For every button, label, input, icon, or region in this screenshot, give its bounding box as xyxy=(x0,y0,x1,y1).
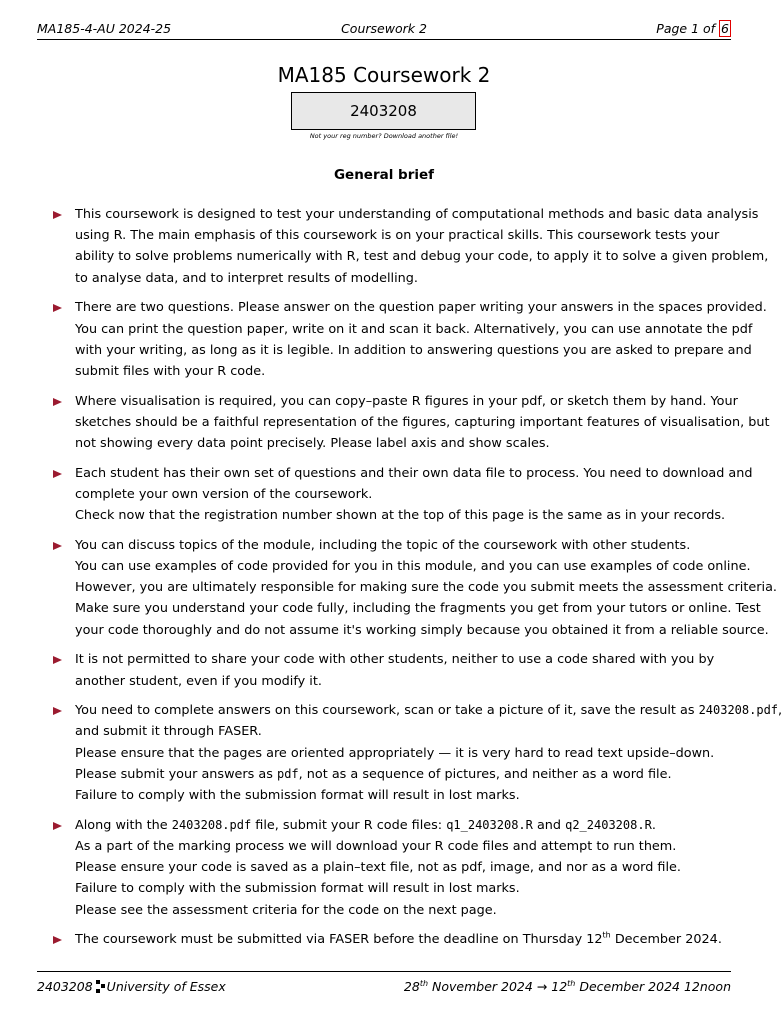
footer-reg-number: 2403208 xyxy=(37,979,93,994)
q1-filename: q1_2403208.R xyxy=(446,817,533,832)
bullet-arrow-icon xyxy=(53,304,62,312)
bullet-arrow-icon xyxy=(53,822,62,830)
reg-number: 2403208 xyxy=(350,102,417,120)
list-item: Along with the 2403208.pdf file, submit your R code files: q1_2403208.R and q2_2403208.R. As a part of the marking process we will download your R code files and attempt to run them. Please ensure your code is saved as a plain–text file, not as pdf, image, and nor as a word file. Failure to comply with the submission format will result in lost marks. Please see the assessment criteria for the code on the next page. xyxy=(53,815,733,921)
page-title: MA185 Coursework 2 xyxy=(277,63,491,87)
q2-filename: q2_2403208.R xyxy=(565,817,652,832)
deadline-range: 28th November 2024 → 12th December 2024 12noon xyxy=(403,978,731,994)
pdf-filename: 2403208.pdf xyxy=(698,703,779,718)
reg-number-box xyxy=(291,92,476,130)
university-name: University of Essex xyxy=(106,979,226,994)
bullet-arrow-icon xyxy=(53,707,62,715)
footer-left xyxy=(37,979,226,994)
brief-list xyxy=(53,204,782,959)
bullet-arrow-icon xyxy=(53,542,62,550)
bullet-arrow-icon xyxy=(53,211,62,219)
page-footer xyxy=(37,971,731,1002)
list-item: The coursework must be submitted via FASER before the deadline on Thursday 12th December 2024. xyxy=(53,929,733,950)
bullet-arrow-icon xyxy=(53,936,62,944)
page-header xyxy=(37,19,731,40)
section-title: General brief xyxy=(333,167,435,183)
list-item: This coursework is designed to test your understanding of computational methods and basic data analysis using R. The main emphasis of this coursework is on your practical skills. This coursework tests your ability to solve problems numerically with R, test and debug your code, to apply it to solve a given problem, to analyse data, and to interpret results of modelling. xyxy=(53,204,733,289)
page-indicator xyxy=(656,21,731,36)
list-item: You need to complete answers on this coursework, scan or take a picture of it, save the result as 2403208.pdf, and submit it through FASER. Please ensure that the pages are oriented appropriately — it is very hard to read text upside–down. Please submit your answers as pdf, not as a sequence of pictures, and neither as a word file. Failure to comply with the submission format will result in lost marks. xyxy=(53,700,733,806)
list-item: It is not permitted to share your code with other students, neither to use a code shared with you by another student, even if you modify it. xyxy=(53,649,733,691)
reg-note: Not your reg number? Download another file! xyxy=(309,132,459,140)
list-item: There are two questions. Please answer on the question paper writing your answers in the spaces provided. You can print the question paper, write on it and scan it back. Alternatively, you can use annotate the pdf with your writing, as long as it is legible. In addition to answering questions you are asked to prepare and submit files with your R code. xyxy=(53,297,733,382)
list-item: Where visualisation is required, you can copy–paste R figures in your pdf, or sketch them by hand. Your sketches should be a faithful representation of the figures, capturing important features of visualisation, but not showing every data point precisely. Please label axis and show scales. xyxy=(53,391,733,455)
total-pages-link[interactable]: 6 xyxy=(721,21,729,36)
header-center: Coursework 2 xyxy=(341,21,427,36)
bullet-arrow-icon xyxy=(53,656,62,664)
bullet-arrow-icon xyxy=(53,398,62,406)
university-logo-icon xyxy=(96,980,105,993)
page-label: Page 1 of xyxy=(656,21,716,36)
bullet-arrow-icon xyxy=(53,470,62,478)
course-code: MA185-4-AU 2024-25 xyxy=(37,21,172,36)
list-item: Each student has their own set of questions and their own data file to process. You need to download and complete your own version of the coursework. Check now that the registration number shown at the top of this page is the same as in your records. xyxy=(53,463,733,527)
list-item: You can discuss topics of the module, including the topic of the coursework with other students. You can use examples of code provided for you in this module, and you can use examples of code online. However, you are ultimately responsible for making sure the code you submit meets the assessment criteria. Make sure you understand your code fully, including the fragments you get from your tutors or online. Test your code thoroughly and do not assume it's working simply because you obtained it from a reliable source. xyxy=(53,535,733,641)
